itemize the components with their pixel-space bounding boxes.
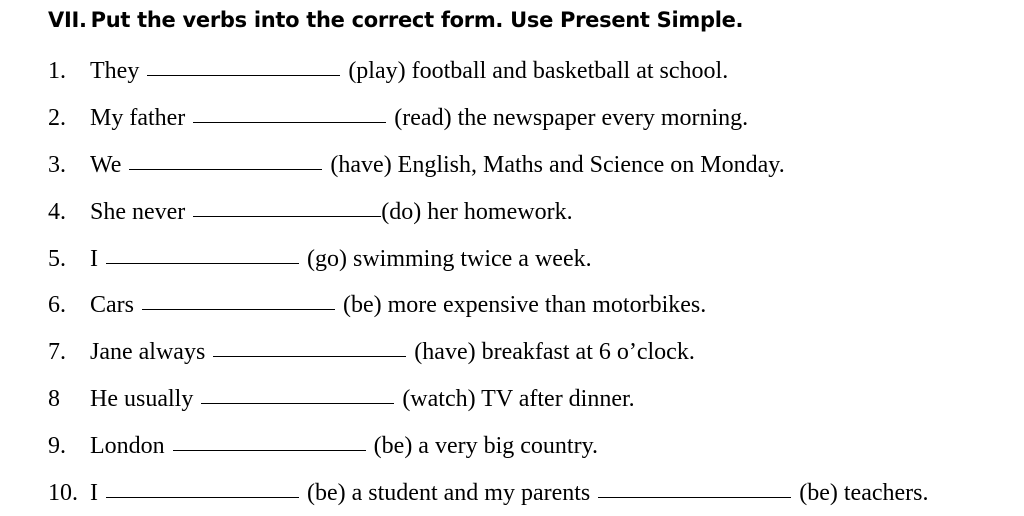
answer-blank[interactable] (147, 74, 340, 76)
answer-blank[interactable] (129, 168, 322, 170)
item-subject: Cars (90, 292, 134, 318)
item-number: 4. (48, 199, 66, 225)
item-subject: Jane always (90, 339, 206, 365)
item-verb-prompt: (watch) TV after dinner. (402, 386, 635, 412)
answer-blank[interactable] (142, 308, 335, 310)
item-verb-prompt: (do) her homework. (381, 199, 573, 225)
item-number: 9. (48, 433, 66, 459)
item-subject: My father (90, 105, 186, 131)
answer-blank[interactable] (173, 449, 366, 451)
item-number: 2. (48, 105, 66, 131)
item-number: 5. (48, 246, 66, 272)
item-number: 6. (48, 292, 66, 318)
item-verb-prompt: (have) breakfast at 6 o’clock. (414, 339, 695, 365)
exercise-instruction: Put the verbs into the correct form. Use Present Simple. (90, 8, 744, 32)
answer-blank[interactable] (193, 121, 386, 123)
item-verb-prompt: (be) more expensive than motorbikes. (343, 292, 707, 318)
item-subject: I (90, 480, 98, 506)
item-subject: London (90, 433, 165, 459)
item-subject: He usually (90, 386, 194, 412)
item-verb-prompt: (be) teachers. (799, 480, 929, 506)
item-verb-prompt: (be) a student and my parents (307, 480, 591, 506)
item-verb-prompt: (have) English, Maths and Science on Monday. (330, 152, 785, 178)
item-subject: We (90, 152, 122, 178)
item-verb-prompt: (play) football and basketball at school. (348, 58, 729, 84)
item-verb-prompt: (read) the newspaper every morning. (394, 105, 749, 131)
answer-blank[interactable] (106, 262, 299, 264)
exercise-number: VII. (48, 8, 87, 32)
answer-blank[interactable] (193, 215, 381, 217)
item-number: 1. (48, 58, 66, 84)
item-subject: I (90, 246, 98, 272)
item-number: 3. (48, 152, 66, 178)
item-verb-prompt: (go) swimming twice a week. (307, 246, 592, 272)
exercise-heading (48, 8, 743, 32)
item-number: 10. (48, 480, 78, 506)
answer-blank[interactable] (201, 402, 394, 404)
item-subject: She never (90, 199, 186, 225)
item-number: 7. (48, 339, 66, 365)
answer-blank[interactable] (213, 355, 406, 357)
answer-blank[interactable] (106, 496, 299, 498)
item-verb-prompt: (be) a very big country. (373, 433, 599, 459)
answer-blank[interactable] (598, 496, 791, 498)
item-number: 8 (48, 386, 60, 412)
item-subject: They (90, 58, 140, 84)
